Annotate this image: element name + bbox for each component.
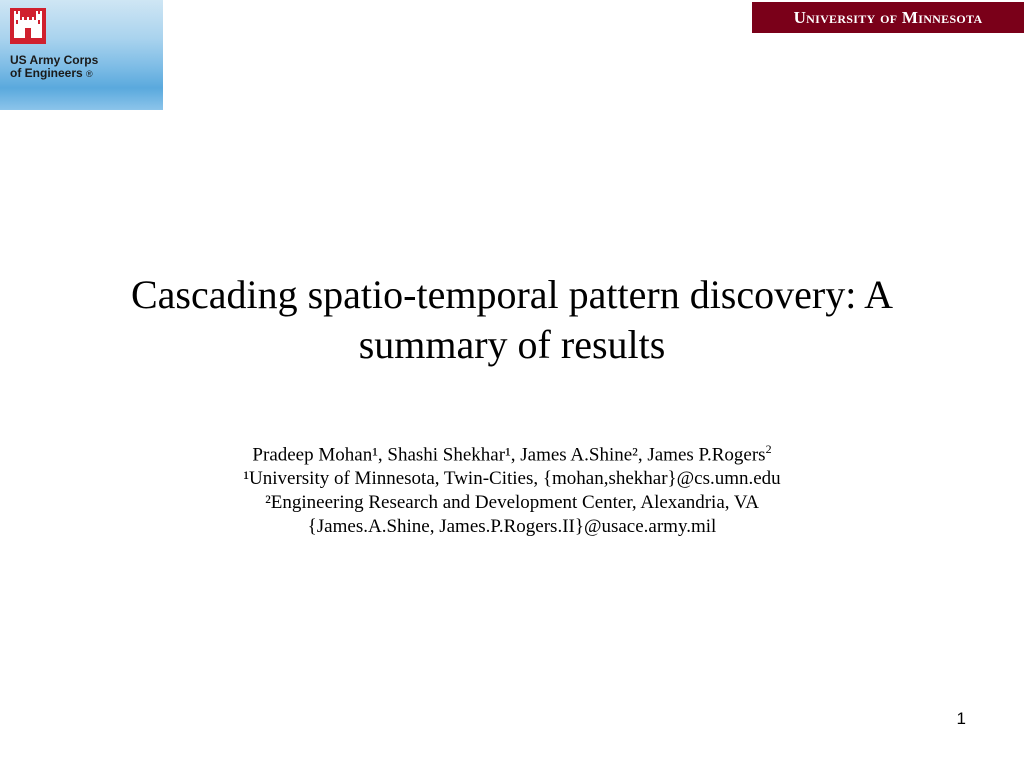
usace-logo-line1: US Army Corps [10,53,99,67]
usace-logo [0,0,163,110]
affiliation-erdc: ²Engineering Research and Development Center, Alexandria, VA [265,492,759,514]
affiliation-erdc-emails: {James.A.Shine, James.P.Rogers.II}@usace.army.mil [307,516,717,538]
affiliation-umn: ¹University of Minnesota, Twin-Cities, {mohan,shekhar}@cs.umn.edu [243,468,781,490]
usace-logo-line2-text: of Engineers [10,66,83,80]
castle-icon [10,8,46,44]
usace-logo-line2 [10,67,93,81]
registered-mark: ® [86,69,93,79]
slide-title-line1: Cascading spatio-temporal pattern discovery: A [130,272,893,317]
umn-logo: University of Minnesota [752,2,1024,33]
author-list [60,437,964,467]
slide-title-line2: summary of results [358,322,666,367]
slide-number: 1 [956,709,966,728]
slide-title [60,270,964,370]
author-block [60,437,964,539]
author-list-text: Pradeep Mohan¹, Shashi Shekhar¹, James A.Shine², James P.Rogers [252,444,766,466]
author-superscript: 2 [765,442,772,456]
